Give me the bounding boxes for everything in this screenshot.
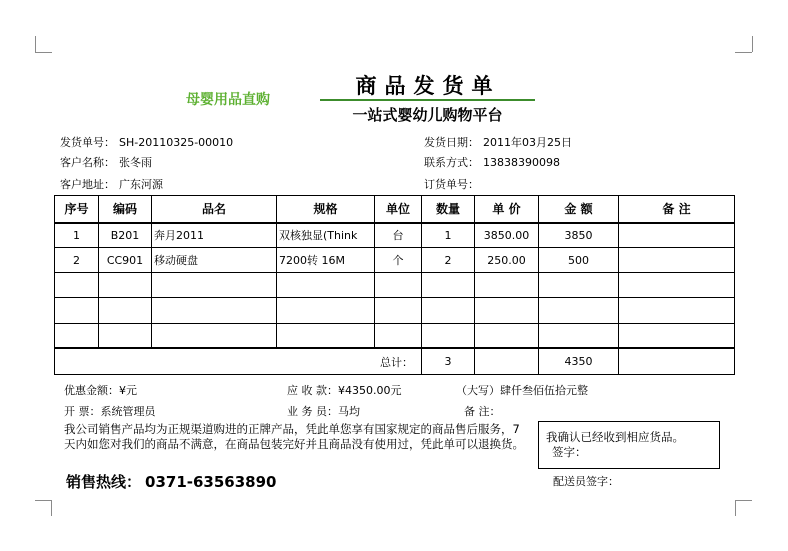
customer-address-field xyxy=(60,176,163,192)
uppercase-value: 肆仟叁佰伍拾元整 xyxy=(500,384,588,397)
receivable-value: ¥4350.00元 xyxy=(338,384,402,397)
header-cell: 数量 xyxy=(422,196,475,223)
table-cell xyxy=(475,273,539,298)
table-cell xyxy=(619,223,735,248)
total-row xyxy=(55,348,735,374)
customer-address-value: 广东河源 xyxy=(119,178,163,191)
courier-signature-field xyxy=(553,473,619,489)
table-cell xyxy=(152,323,277,348)
contact-field xyxy=(424,154,560,170)
salesman-label: 业 务 员： xyxy=(287,405,338,418)
table-cell: 250.00 xyxy=(475,248,539,273)
table-cell xyxy=(375,273,422,298)
table-cell xyxy=(55,298,99,323)
header-cell: 品名 xyxy=(152,196,277,223)
table-cell: 500 xyxy=(539,248,619,273)
ship-date-value: 2011年03月25日 xyxy=(483,136,572,149)
courier-signature-label: 配送员签字： xyxy=(553,475,619,488)
table-cell xyxy=(375,298,422,323)
table-cell: 2 xyxy=(55,248,99,273)
customer-name-value: 张冬雨 xyxy=(119,156,152,169)
issuer-label: 开 票： xyxy=(64,405,101,418)
table-row xyxy=(55,298,735,323)
table-row xyxy=(55,273,735,298)
table-cell xyxy=(539,273,619,298)
uppercase-label: （大写） xyxy=(456,384,500,397)
uppercase-amount-field xyxy=(456,382,588,398)
salesman-field xyxy=(287,403,360,419)
header-cell: 规格 xyxy=(277,196,375,223)
crop-mark-top-right xyxy=(752,36,753,52)
table-cell xyxy=(422,323,475,348)
crop-mark-top-left xyxy=(35,36,36,52)
table-cell xyxy=(375,323,422,348)
salesman-value: 马均 xyxy=(338,405,360,418)
order-number-field xyxy=(60,134,233,150)
table-cell: 1 xyxy=(55,223,99,248)
goods-table xyxy=(54,195,735,375)
table-cell xyxy=(539,323,619,348)
table-cell xyxy=(99,323,152,348)
discount-label: 优惠金额： xyxy=(64,384,119,397)
ship-date-field xyxy=(424,134,572,150)
table-cell: 2 xyxy=(422,248,475,273)
brand-logo-text: 母婴用品直购 xyxy=(186,92,270,108)
table-cell: 台 xyxy=(375,223,422,248)
sales-hotline xyxy=(66,471,277,492)
customer-name-label: 客户名称： xyxy=(60,156,115,169)
table-cell xyxy=(422,273,475,298)
order-number-value: SH-20110325-00010 xyxy=(119,136,234,149)
table-cell xyxy=(55,273,99,298)
remark-label: 备 注： xyxy=(464,405,501,418)
table-cell xyxy=(422,298,475,323)
header-cell: 备 注 xyxy=(619,196,735,223)
table-cell: 双核独显(Think xyxy=(277,223,375,248)
return-policy-notice: 我公司销售产品均为正规渠道购进的正牌产品，凭此单您享有国家规定的商品售后服务，7天内如您对我们的商品不满意，在商品包装完好并且商品没有使用过，凭此单可以退换货。 xyxy=(64,422,524,451)
header-cell: 序号 xyxy=(55,196,99,223)
table-cell xyxy=(277,323,375,348)
total-quantity: 3 xyxy=(422,348,475,374)
page-title: 商品发货单 xyxy=(355,74,501,98)
total-empty-cell xyxy=(475,348,539,374)
issuer-field xyxy=(64,403,156,419)
table-cell xyxy=(277,298,375,323)
table-cell xyxy=(619,248,735,273)
receipt-confirmation-text xyxy=(546,430,716,460)
table-row xyxy=(55,248,735,273)
contact-label: 联系方式： xyxy=(424,156,479,169)
crop-mark-bottom-left xyxy=(51,500,52,516)
header-cell: 金 额 xyxy=(539,196,619,223)
receivable-field xyxy=(287,382,402,398)
customer-name-field xyxy=(60,154,152,170)
issuer-value: 系统管理员 xyxy=(100,405,156,418)
table-cell xyxy=(475,298,539,323)
table-cell xyxy=(152,273,277,298)
crop-mark-top-left xyxy=(35,52,52,53)
confirmation-statement: 我确认已经收到相应货品。 xyxy=(546,430,684,444)
hotline-number: 0371-63563890 xyxy=(145,473,277,491)
table-cell xyxy=(619,323,735,348)
header-cell: 编码 xyxy=(99,196,152,223)
purchase-number-label: 订货单号： xyxy=(424,178,479,191)
crop-mark-bottom-right xyxy=(735,500,752,501)
table-cell xyxy=(539,298,619,323)
table-header-row xyxy=(55,196,735,223)
table-cell: 7200转 16M xyxy=(277,248,375,273)
table-cell: 奔月2011 xyxy=(152,223,277,248)
table-cell xyxy=(99,298,152,323)
table-cell: B201 xyxy=(99,223,152,248)
table-cell xyxy=(475,323,539,348)
title-underline xyxy=(320,99,535,101)
table-row xyxy=(55,223,735,248)
table-cell: CC901 xyxy=(99,248,152,273)
customer-address-label: 客户地址： xyxy=(60,178,115,191)
table-cell: 3850.00 xyxy=(475,223,539,248)
table-cell: 个 xyxy=(375,248,422,273)
remark-field xyxy=(464,403,501,419)
receivable-label: 应 收 款： xyxy=(287,384,338,397)
table-cell xyxy=(55,323,99,348)
crop-mark-top-right xyxy=(735,52,752,53)
contact-value: 13838390098 xyxy=(483,156,560,169)
page-subtitle: 一站式婴幼儿购物平台 xyxy=(352,106,503,124)
table-cell xyxy=(277,273,375,298)
purchase-number-field xyxy=(424,176,479,192)
header-cell: 单 价 xyxy=(475,196,539,223)
discount-value: ¥元 xyxy=(119,384,137,397)
table-row xyxy=(55,323,735,348)
table-cell xyxy=(99,273,152,298)
total-amount: 4350 xyxy=(539,348,619,374)
table-cell xyxy=(152,298,277,323)
order-number-label: 发货单号： xyxy=(60,136,115,149)
crop-mark-bottom-right xyxy=(735,500,736,516)
total-label: 总计： xyxy=(55,348,422,374)
header-cell: 单位 xyxy=(375,196,422,223)
total-empty-cell xyxy=(619,348,735,374)
signature-label: 签字： xyxy=(552,445,587,459)
table-cell: 1 xyxy=(422,223,475,248)
table-cell: 3850 xyxy=(539,223,619,248)
ship-date-label: 发货日期： xyxy=(424,136,479,149)
table-cell: 移动硬盘 xyxy=(152,248,277,273)
table-cell xyxy=(619,298,735,323)
discount-field xyxy=(64,382,137,398)
table-cell xyxy=(619,273,735,298)
hotline-label: 销售热线： xyxy=(66,473,142,491)
crop-mark-bottom-left xyxy=(35,500,52,501)
